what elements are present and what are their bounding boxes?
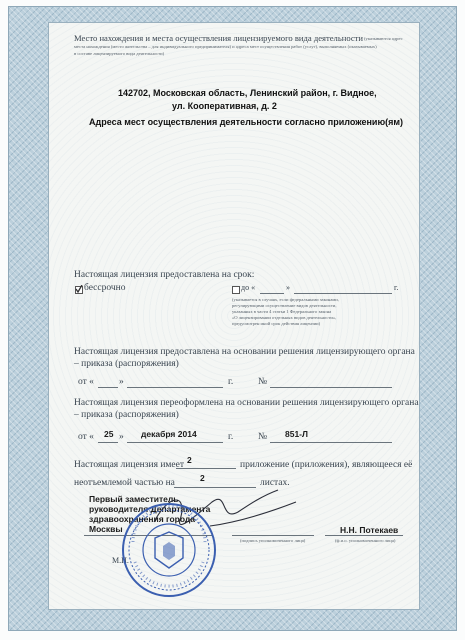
appendix-line2-prefix: неотъемлемой частью на xyxy=(74,478,175,488)
reissue-from-label: от « xyxy=(78,432,94,442)
appendix-sheets-suffix: листах. xyxy=(260,478,290,488)
grant-year-suffix: г. xyxy=(228,377,234,387)
grant-day-line xyxy=(98,387,118,388)
until-year-suffix: г. xyxy=(394,283,399,292)
until-date-line xyxy=(294,293,392,294)
appendix-count-line xyxy=(176,468,236,469)
appendix-line1-prefix: Настоящая лицензия имеет xyxy=(74,460,185,470)
address-line2: ул. Кооперативная, д. 2 xyxy=(172,101,277,111)
address-heading: Место нахождения и места осуществления лицензируемого вида деятельности xyxy=(74,33,364,43)
term-note-line5: предусмотрен иной срок действия лицензии) xyxy=(232,321,321,326)
reissue-basis-line1: Настоящая лицензия переоформлена на основании решения лицензирующего органа xyxy=(74,398,419,408)
seal-label: М.П. xyxy=(112,556,129,565)
term-note-line3: указанных в части 4 статьи 1 Федерального закона xyxy=(232,309,332,314)
address-line1: 142702, Московская область, Ленинский район, г. Видное, xyxy=(118,88,377,98)
until-checkbox xyxy=(232,286,240,294)
caption-signature: (подпись уполномоченного лица) xyxy=(240,538,306,543)
grant-basis-line1: Настоящая лицензия предоставлена на основании решения лицензирующего органа xyxy=(74,347,415,357)
appendix-count: 2 xyxy=(187,455,192,465)
reissue-date-line xyxy=(127,442,223,443)
term-note-line2: регулирующими осуществление видов деятельности, xyxy=(232,303,337,308)
official-seal xyxy=(121,502,217,598)
address-note-line2: места нахождения (место жительства – для индивидуального предпринимателя) и адреса мест осуществления работ (услуг), выполняемых (оказываемых) xyxy=(74,44,377,49)
address-heading-note: (указываются адрес xyxy=(364,36,403,41)
position-line3: здравоохранения города xyxy=(89,514,196,524)
reissue-year-suffix: г. xyxy=(228,432,234,442)
unlimited-checkbox xyxy=(75,286,83,294)
reissue-day: 25 xyxy=(104,429,114,439)
grant-from-label: от « xyxy=(78,377,94,387)
position-line1: Первый заместитель xyxy=(89,494,179,504)
reissue-close-quote: » xyxy=(119,432,124,442)
reissue-month-year: декабря 2014 xyxy=(141,429,197,439)
reissue-number: 851-Л xyxy=(285,429,308,439)
grant-date-line xyxy=(127,387,223,388)
reissue-number-sign: № xyxy=(258,432,268,442)
position-line2: руководителя Департамента xyxy=(89,504,211,514)
until-label: до « xyxy=(241,283,256,292)
signer-name: Н.Н. Потекаев xyxy=(340,525,399,535)
grant-number-sign: № xyxy=(258,377,268,387)
term-note-line4: «О лицензировании отдельных видов деятельности», xyxy=(232,315,337,320)
unlimited-label: бессрочно xyxy=(84,283,126,293)
until-day-line xyxy=(260,293,284,294)
appendix-sheets: 2 xyxy=(200,473,205,483)
check-icon xyxy=(75,285,83,293)
position-line4: Москвы xyxy=(89,524,123,534)
grant-close-quote: » xyxy=(119,377,124,387)
term-note-line1: (указывается в случаях, если федеральными законами, xyxy=(232,297,339,302)
address-line3: Адреса мест осуществления деятельности согласно приложению(ям) xyxy=(89,117,404,127)
reissue-day-line xyxy=(98,442,118,443)
until-close-quote: » xyxy=(286,283,290,292)
reissue-number-line xyxy=(270,442,392,443)
name-line xyxy=(325,535,403,536)
term-label: Настоящая лицензия предоставлена на срок: xyxy=(74,270,255,280)
grant-basis-line2: – приказа (распоряжения) xyxy=(74,359,179,369)
reissue-basis-line2: – приказа (распоряжения) xyxy=(74,410,179,420)
grant-number-line xyxy=(270,387,392,388)
caption-name: (ф.и.о. уполномоченного лица) xyxy=(335,538,396,543)
appendix-line1-suffix: приложение (приложения), являющееся её xyxy=(240,460,413,470)
address-note-line3: в составе лицензируемого вида деятельности) xyxy=(74,51,165,56)
